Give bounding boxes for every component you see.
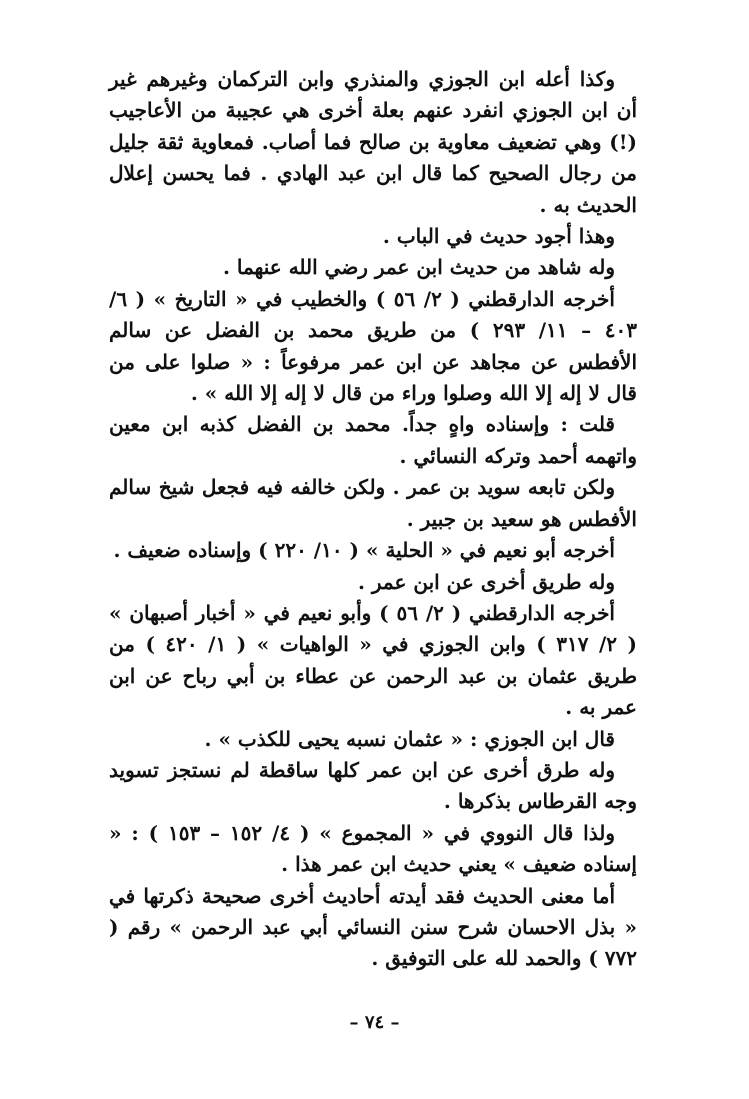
paragraph-8: وله طريق أخرى عن ابن عمر .: [357, 569, 615, 594]
paragraph-6: ولكن تابعه سويد بن عمر . ولكن خالفه فيه فجعل شيخ سالم الأفطس هو سعيد بن جبير .: [109, 475, 637, 531]
paragraph-2: وهذا أجود حديث في الباب .: [382, 224, 615, 249]
paragraph-10: قال ابن الجوزي : « عثمان نسبه يحيى للكذب » .: [204, 726, 615, 751]
paragraph-7: أخرجه أبو نعيم في « الحلية » ( ١٠/ ٢٢٠ ) وإسناده ضعيف .: [113, 538, 615, 563]
paragraph-4: أخرجه الدارقطني ( ٢/ ٥٦ ) والخطيب في « التاريخ » ( ٦/ ٤٠٣ – ١١/ ٢٩٣ ) من طريق محمد بن الفضل عن سالم الأفطس عن مجاهد عن ابن عمر مرفوعاً : « صلوا على من قال لا إله إلا الله وصلوا وراء من قال لا إله إلا الله » .: [109, 286, 638, 406]
paragraph-13: أما معنى الحديث فقد أيدته أحاديث أخرى صحيحة ذكرتها في « بذل الاحسان شرح سنن النسائي أبي عبد الرحمن » رقم ( ٧٧٢ ) والحمد لله على التوفيق .: [109, 883, 637, 971]
paragraph-1: وكذا أعله ابن الجوزي والمنذري وابن التركمان وغيرهم غير أن ابن الجوزي انفرد عنهم بعلة أخرى هي عجيبة من الأعاجيب (!) وهي تضعيف معاوية بن صالح فما أصاب. فمعاوية ثقة جليل من رجال الصحيح كما قال ابن عبد الهادي . فما يحسن إعلال الحديث به .: [109, 67, 637, 217]
paragraph-11: وله طرق أخرى عن ابن عمر كلها ساقطة لم نستجز تسويد وجه القرطاس بذكرها .: [109, 757, 637, 814]
paragraph-12: ولذا قال النووي في « المجموع » ( ٤/ ١٥٢ – ١٥٣ ) : « إسناده ضعيف » يعني حديث ابن عمر هذا .: [109, 820, 637, 877]
page-number: – ٧٤ –: [349, 1012, 400, 1033]
paragraph-9: أخرجه الدارقطني ( ٢/ ٥٦ ) وأبو نعيم في « أخبار أصبهان » ( ٢/ ٣١٧ ) وابن الجوزي في « الواهيات » ( ١/ ٤٢٠ ) من طريق عثمان بن عبد الرحمن عن عطاء بن أبي رباح عن ابن عمر به .: [109, 600, 637, 720]
body-text: [109, 64, 637, 975]
paragraph-3: وله شاهد من حديث ابن عمر رضي الله عنهما .: [222, 255, 615, 280]
paragraph-5: قلت : وإسناده واهٍ جداً. محمد بن الفضل كذبه ابن معين واتهمه أحمد وتركه النسائي .: [109, 412, 637, 468]
